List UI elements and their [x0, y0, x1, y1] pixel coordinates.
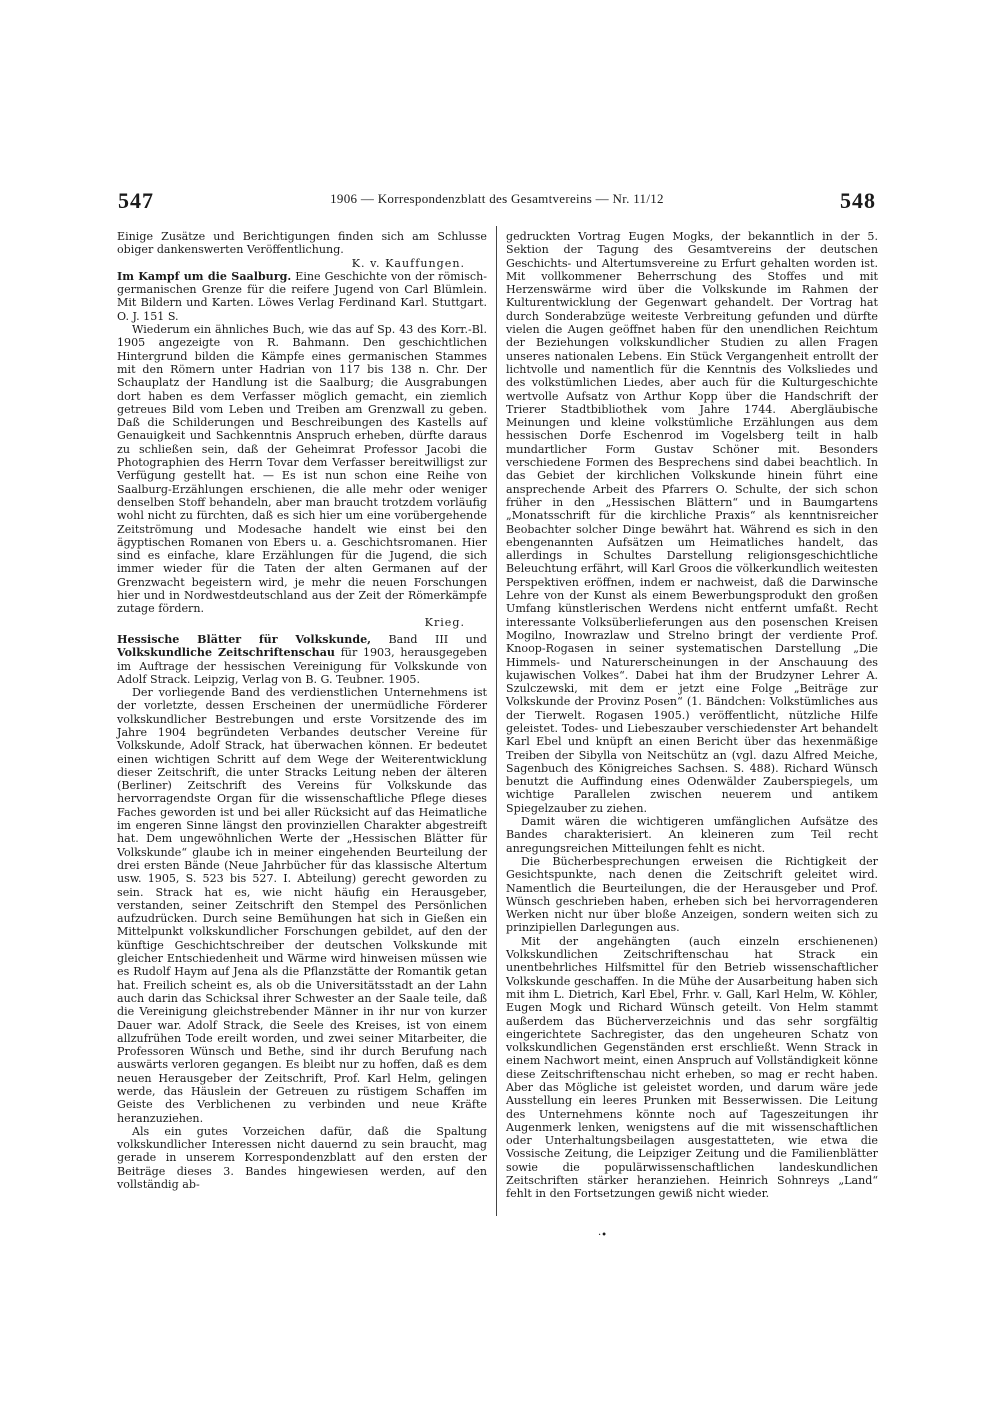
review-heading: [117, 633, 487, 686]
paragraph: Wiederum ein ähnliches Buch, wie das auf Sp. 43 des Korr.-Bl. 1905 angezeigte von R. Bahmann. Den geschichtlichen Hintergrund bilden die Kämpfe eines germanischen Stammes mit den Römern unter Hadrian von 117 bis 138 n. Chr. Der Schauplatz der Handlung ist die Saalburg; die Ausgrabungen dort haben es dem Verfasser möglich gemacht, ein ziemlich getreues Bild vom Leben und Treiben am Grenzwall zu geben. Daß die Schilderungen und Beschreibungen des Kastells auf Genauigkeit und Sachkenntnis Anspruch erheben, dürfte daraus zu schließen sein, daß der Geheimrat Professor Jacobi die Photographien des Herrn Tovar dem Verfasser bereitwilligst zur Verfügung gestellt hat. — Es ist nun schon eine Reihe von Saalburg-Erzählungen erschienen, die alle mehr oder weniger denselben Stoff behandeln, aber man braucht trotzdem vorläufig wohl nicht zu fürchten, daß es sich hier um eine vorübergehende Zeitströmung und Modesache handelt wie einst bei den ägyptischen Romanen von Ebers u. a. Geschichtsromanen. Hier sind es einfache, klare Erzählungen für die Jugend, die sich immer wieder für die Taten der alten Germanen auf der Grenzwacht begeistern wird, je mehr die neuen Forschungen hier und in Nordwestdeutschland aus der Zeit der Römerkämpfe zutage fördern.: [117, 323, 487, 616]
signature: K. v. Kauffungen.: [351, 256, 465, 270]
review-title: Volkskundliche Zeitschriftenschau: [117, 646, 336, 660]
page-header: [118, 188, 876, 214]
review-connector: Band III und: [371, 632, 487, 646]
paragraph: Damit wären die wichtigeren umfänglichen Aufsätze des Bandes charakterisiert. An kleineren zum Teil recht anregungsreichen Mitteilungen fehlt es nicht.: [506, 815, 878, 855]
page-number-left: 547: [118, 188, 154, 213]
right-column: [506, 230, 878, 1201]
running-title: 1906 — Korrespondenzblatt des Gesamtvereins — Nr. 11/12: [330, 191, 664, 206]
review-bibliography: Eine Geschichte von der römisch-germanischen Grenze für die reifere Jugend von Carl Blümlein. Mit Bildern und Karten. Löwes Verlag Ferdinand Karl. Stuttgart. O. J. 151 S.: [117, 269, 488, 323]
page-number-right: 548: [840, 188, 876, 213]
review-title: Im Kampf um die Saalburg.: [117, 269, 292, 283]
review-heading: [117, 270, 487, 323]
review-bibliography: für 1903, herausgegeben im Auftrage der hessischen Vereinigung für Volkskunde von Adolf Strack. Leipzig, Verlag von B. G. Teubner. 1905.: [117, 646, 487, 686]
column-divider: [496, 226, 497, 1216]
paragraph: Der vorliegende Band des verdienstlichen Unternehmens ist der vorletzte, dessen Erscheinen der unermüdliche Förderer volkskundlicher Bestrebungen und erste Vorsitzende des im Jahre 1904 begründeten Verbandes deutscher Vereine für Volkskunde, Adolf Strack, hat überwachen können. Er bedeutet einen wichtigen Schritt auf dem Wege der Weiterentwicklung dieser Zeitschrift, die unter Stracks Leitung neben der älteren (Berliner) Zeitschrift des Vereins für Volkskunde das hervorragendste Organ für die wissenschaftliche Pflege dieses Faches geworden ist und bei aller Rücksicht auf das Heimatliche im engeren Sinne längst den provinziellen Charakter abgestreift hat. Dem ungewöhnlichen Werte der „Hessischen Blätter für Volkskunde“ glaube ich in meiner eingehenden Beurteilung der drei ersten Bände (Neue Jahrbücher für das klassische Altertum usw. 1905, S. 523 bis 527. I. Abteilung) gerecht geworden zu sein. Strack hat es, wie nicht häufig ein Herausgeber, verstanden, seiner Zeitschrift den Stempel des Persönlichen aufzudrücken. Durch seine Bemühungen hat sich in Gießen ein Mittelpunkt volkskundlicher Forschungen gebildet, auf den der künftige Geschichtschreiber der deutschen Volkskunde mit gleicher Entschiedenheit und Wärme wird hinweisen müssen wie es Rudolf Haym auf Jena als die Pflanzstätte der Romantik getan hat. Freilich scheint es, als ob die Universitätsstadt an der Lahn auch darin das Schicksal ihrer Schwester an der Saale teile, daß die Vereinigung gleichstrebender Männer in ihr nur von kurzer Dauer war. Adolf Strack, die Seele des Kreises, ist von einem allzufrühen Tode ereilt worden, und zwei seiner Mitarbeiter, die Professoren Wünsch und Bethe, sind ihr durch Berufung nach auswärts verloren gegangen. Es bleibt nur zu hoffen, daß es dem neuen Herausgeber der Zeitschrift, Prof. Karl Helm, gelingen werde, das Häuslein der Getreuen zu rüstigem Schaffen im Geiste des Verblichenen zu verbinden und neue Kräfte heranzuziehen.: [117, 686, 487, 1125]
signature: Krieg.: [424, 615, 465, 629]
paragraph: Als ein gutes Vorzeichen dafür, daß die Spaltung volkskundlicher Interessen nicht dauernd zu sein braucht, mag gerade in unserem Korrespondenzblatt auf den ersten der Beiträge dieses 3. Bandes hingewiesen werden, auf den vollständig ab-: [117, 1124, 487, 1192]
printer-mark: ·•: [598, 1230, 608, 1241]
paragraph: Die Bücherbesprechungen erweisen die Richtigkeit der Gesichtspunkte, nach denen die Zeitschrift geleitet wird. Namentlich die Beurteilungen, die der Herausgeber und Prof. Wünsch geschrieben haben, erheben sich bei hervorragenderen Werken nicht nur über bloße Anzeigen, sondern weiten sich zu prinzipiellen Darlegungen aus.: [506, 854, 878, 935]
paragraph: gedruckten Vortrag Eugen Mogks, der bekanntlich in der 5. Sektion der Tagung des Gesamtvereins der deutschen Geschichts- und Altertumsvereine zu Erfurt gehalten worden ist. Mit vollkommener Beherrschung des Stoffes und mit Herzenswärme wird über die Volkskunde im Rahmen der Kulturentwicklung der Gegenwart gehandelt. Der Vortrag hat durch Sonderabzüge weiteste Verbreitung gefunden und dürfte vielen die Augen geöffnet haben für den unendlichen Reichtum der Beziehungen volkskundlicher Studien zu allen Fragen unseres nationalen Lebens. Ein Stück Vergangenheit entrollt der lichtvolle und namentlich für die Kenntnis des Volksliedes und des volkstümlichen Liedes, aber auch für die Kulturgeschichte wertvolle Aufsatz von Arthur Kopp über die Handschrift der Trierer Stadtbibliothek vom Jahre 1744. Abergläubische Meinungen und kleine volkstümliche Erzählungen aus dem hessischen Dorfe Eschenrod im Vogelsberg teilt in halb mundartlicher Form Gustav Schöner mit. Besonders verschiedene Formen des Besprechens sind dabei beachtlich. In das Gebiet der kirchlichen Volkskunde hinein führt eine ansprechende Arbeit des Pfarrers O. Schulte, der sich schon früher in den „Hessischen Blättern“ und in Baumgartens „Monatsschrift für die kirchliche Praxis“ als kenntnisreicher Beobachter solcher Dinge bewährt hat. Während es sich in den ebengenannten Aufsätzen um Heimatliches handelt, das allerdings in Schultes Darstellung religionsgeschichtliche Beleuchtung erfährt, will Karl Groos die völkerkundlich weitesten Perspektiven eröffnen, indem er nachweist, daß die Darwinsche Lehre von der Kunst als einem Bewerbungsprodukt den großen Umfang künstlerischen Werdens nicht entfernt umfaßt. Recht interessante Volksüberlieferungen aus den posenschen Kreisen Mogilno, Inowrazlaw und Strelno bringt der verdiente Prof. Knoop-Rogasen in seiner systematischen Darstellung „Die Himmels- und Naturerscheinungen in der Anschauung des kujawischen Volkes“. Dabei hat ihm der Brudzyner Lehrer A. Szulczewski, mit dem er jetzt eine Folge „Beiträge zur Volkskunde der Provinz Posen“ (1. Bändchen: Volkstümliches aus der Tierwelt. Rogasen 1905.) veröffentlicht, nützliche Hilfe geleistet. Todes- und Liebeszauber verschiedenster Art behandelt Karl Ebel und knüpft an einen Bericht über das hexenmäßige Treiben der Sibylla von Neitschütz an (vgl. dazu Alfred Meiche, Sagenbuch des Königreiches Sachsen. S. 488). Richard Wünsch benutzt die Auffindung eines Odenwälder Zauberspiegels, um wichtige Parallelen zwischen neuerem und antikem Spiegelzauber zu ziehen.: [506, 230, 878, 815]
paragraph: Mit der angehängten (auch einzeln erschienenen) Volkskundlichen Zeitschriftenschau hat Strack ein unentbehrliches Hilfsmittel für den Betrieb wissenschaftlicher Volkskunde geschaffen. In die Mühe der Ausarbeitung haben sich mit ihm L. Dietrich, Karl Ebel, Frhr. v. Gall, Karl Helm, W. Köhler, Eugen Mogk und Richard Wünsch geteilt. Von Helm stammt außerdem das Bücherverzeichnis und das sehr sorgfältig eingerichtete Sachregister, das den ungeheuren Schatz von volkskundlichen Gegenständen erst erschließt. Wenn Strack in einem Nachwort meint, einen Anspruch auf Vollständigkeit könne diese Zeitschriftenschau nicht erheben, so mag er recht haben. Aber das Mögliche ist geleistet worden, und darum wäre jede Ausstellung ein leeres Prunken mit Besserwissen. Die Leitung des Unternehmens könnte noch auf Tageszeitungen ihr Augenmerk lenken, wenigstens auf die mit wissenschaftlichen oder Unterhaltungsbeilagen ausgestatteten, wie etwa die Vossische Zeitung, die Leipziger Zeitung und die Familienblätter sowie die populärwissenschaftlichen landeskundlichen Zeitschriften stärker heranziehen. Heinrich Sohnreys „Land“ fehlt in den Fortsetzungen gewiß nicht wieder.: [506, 934, 878, 1201]
review-title: Hessische Blätter für Volkskunde,: [117, 632, 372, 646]
paragraph: Einige Zusätze und Berichtigungen finden sich am Schlusse obiger dankenswerten Veröffentlichung.: [117, 230, 487, 257]
left-column: [117, 230, 487, 1191]
